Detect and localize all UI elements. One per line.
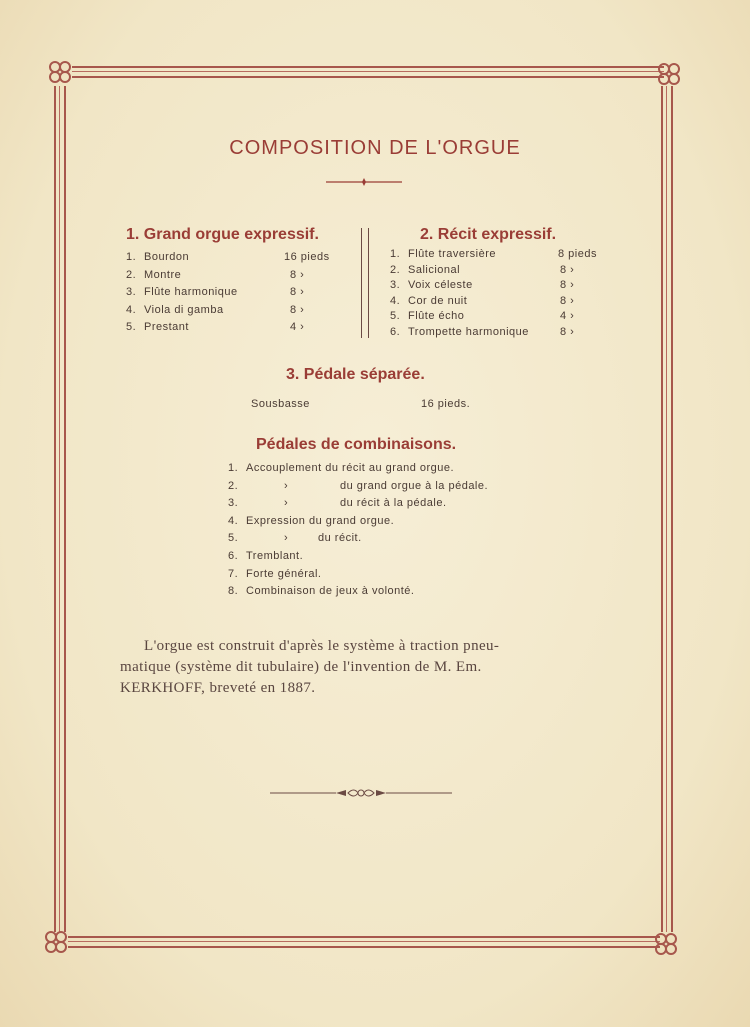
construction-note-line: KERKHOFF, breveté en 1887. xyxy=(120,680,316,696)
combination-item: 3. › du récit à la pédale. xyxy=(228,497,447,510)
stop-row: 5. Flûte écho 4 › xyxy=(390,310,575,322)
stop-row: 2. Montre 8 › xyxy=(126,268,305,281)
pedale-stop-name: Sousbasse xyxy=(251,398,310,410)
stop-row: 6. Trompette harmonique 8 › xyxy=(390,325,575,338)
combination-item: 5. › du récit. xyxy=(228,532,362,545)
stop-row: 1. Flûte traversière 8 pieds xyxy=(390,248,597,260)
grand-orgue-stop-list xyxy=(126,251,346,339)
recit-stop-list xyxy=(390,248,610,341)
frame-bottom-border xyxy=(68,936,660,948)
column-divider xyxy=(361,228,369,338)
frame-left-border xyxy=(54,86,66,932)
stop-row: 2. Salicional 8 › xyxy=(390,263,575,276)
corner-ornament-icon xyxy=(42,928,70,956)
combination-item: 6. Tremblant. xyxy=(228,549,304,562)
frame-right-border xyxy=(661,86,673,932)
stop-row: 4. Viola di gamba 8 › xyxy=(126,303,305,316)
stop-row: 3. Voix céleste 8 › xyxy=(390,279,575,291)
construction-note xyxy=(120,636,620,699)
stop-row: 3. Flûte harmonique 8 › xyxy=(126,286,305,298)
corner-ornament-icon xyxy=(655,60,683,88)
title-rule-ornament xyxy=(326,178,402,186)
corner-ornament-icon xyxy=(652,930,680,958)
combination-item: 7. Forte général. xyxy=(228,567,322,580)
grand-orgue-heading: 1. Grand orgue expressif. xyxy=(126,226,319,243)
frame-top-border xyxy=(72,66,664,78)
stop-row: 5. Prestant 4 › xyxy=(126,321,305,333)
combination-item: 4. Expression du grand orgue. xyxy=(228,514,395,527)
pedale-heading: 3. Pédale séparée. xyxy=(286,366,425,383)
combinaisons-heading: Pédales de combinaisons. xyxy=(256,436,457,453)
construction-note-line: L'orgue est construit d'après le système à traction pneu- xyxy=(144,638,500,654)
combinaisons-list xyxy=(228,462,489,603)
closing-ornament xyxy=(270,786,452,800)
construction-note-line: matique (système dit tubulaire) de l'invention de M. Em. xyxy=(120,659,482,675)
combination-item: 2. › du grand orgue à la pédale. xyxy=(228,479,489,492)
corner-ornament-icon xyxy=(46,58,74,86)
page-title: COMPOSITION DE L'ORGUE xyxy=(229,137,521,159)
combination-item: 1. Accouplement du récit au grand orgue. xyxy=(228,462,455,474)
stop-row: 4. Cor de nuit 8 › xyxy=(390,294,575,307)
pedale-stop-size: 16 pieds. xyxy=(421,398,471,410)
stop-row: 1. Bourdon 16 pieds xyxy=(126,251,330,263)
recit-heading: 2. Récit expressif. xyxy=(420,226,557,243)
combination-item: 8. Combinaison de jeux à volonté. xyxy=(228,585,415,598)
